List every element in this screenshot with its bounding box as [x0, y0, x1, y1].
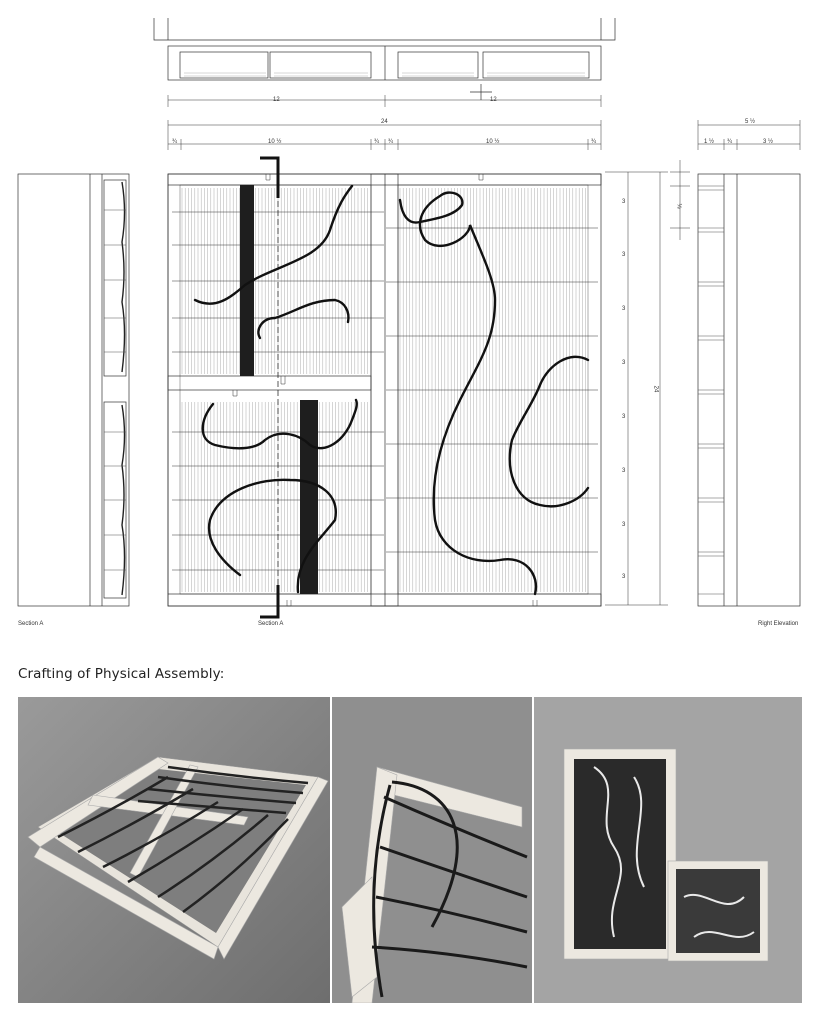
section-cut-marker [260, 158, 278, 617]
dim-row-spacing: 3 [622, 522, 626, 528]
dim-row-spacing: 3 [622, 252, 626, 258]
right-elevation [698, 174, 800, 606]
dim-gap-b: ¾ [388, 139, 394, 145]
dim-frame-left: ¾ [172, 139, 178, 145]
frame-assembly-photo [18, 697, 330, 1003]
dim-gap-a: ¾ [374, 139, 380, 145]
dim-top-half-left: 12 [273, 97, 280, 103]
dim-row-spacing: 3 [622, 574, 626, 580]
label-right-elevation: Right Elevation [758, 621, 799, 627]
label-section-a-left: Section A [18, 621, 44, 627]
dim-right-b: ¾ [727, 139, 733, 145]
label-section-a-center: Section A [258, 621, 284, 627]
dim-top-half-right: 12 [490, 97, 497, 103]
section-a-left [18, 174, 129, 606]
dim-plan-detail: ⅛ [675, 203, 682, 209]
dim-overall-height: 24 [652, 385, 659, 393]
dim-row-spacing: 3 [622, 199, 626, 205]
dim-frame-right: ¾ [591, 139, 597, 145]
top-plan-view [154, 18, 615, 100]
front-elevation [168, 174, 601, 606]
dim-row-spacing: 3 [622, 468, 626, 474]
weaving-closeup-photo [332, 697, 532, 1003]
finished-panels-photo [534, 697, 802, 1003]
dim-right-c: 3 ½ [763, 139, 774, 145]
dim-row-spacing: 3 [622, 360, 626, 366]
section-heading: Crafting of Physical Assembly: [18, 666, 225, 682]
dim-overall-width: 24 [381, 119, 388, 125]
dim-panel-right: 10 ½ [486, 139, 500, 145]
dim-row-spacing: 3 [622, 414, 626, 420]
dim-right-overall: 5 ½ [745, 119, 756, 125]
dim-panel-left: 10 ½ [268, 139, 282, 145]
dim-right-a: 1 ½ [704, 139, 715, 145]
dim-row-spacing: 3 [622, 306, 626, 312]
